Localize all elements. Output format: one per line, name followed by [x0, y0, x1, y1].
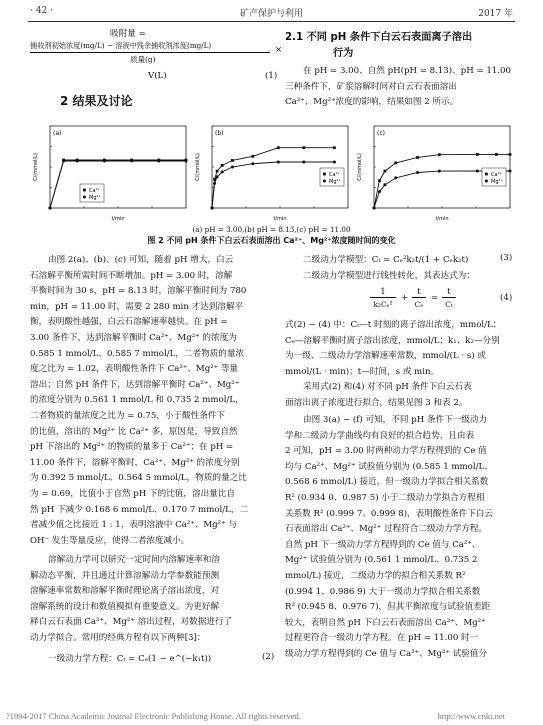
formula-1-lhs: 吸附量 =	[110, 29, 146, 39]
text-line: 者减少值之比接近 1 : 1，表明溶液中 Ca²⁺、Mg²⁺ 与	[30, 520, 237, 531]
figure-2-caption: 图 2 不同 pH 条件下白云石表面溶出 Ca²⁺、Mg²⁺浓度随时间的变化	[147, 236, 396, 245]
data-point	[476, 169, 479, 172]
data-point	[221, 170, 224, 173]
text-line: 溶解动力学可以研究一定时间内溶解速率和溶	[48, 555, 220, 565]
text-line: Ca²⁺、Mg²⁺浓度的影响，结果如图 2 所示。	[285, 97, 459, 108]
data-point	[394, 176, 397, 179]
data-point	[216, 175, 219, 178]
data-point	[438, 170, 441, 173]
text-line: 学和二级动力学曲线均有良好的拟合趋势，且由表	[285, 430, 475, 441]
page-footer	[0, 709, 543, 721]
data-point	[277, 146, 280, 149]
data-point	[103, 160, 106, 163]
data-point	[476, 153, 479, 156]
data-point	[130, 160, 133, 163]
data-point	[394, 162, 397, 165]
data-point	[302, 146, 305, 149]
text-line: 由图 3(a) − (f) 可知，不同 pH 条件下一级动力	[303, 415, 488, 425]
data-point	[333, 160, 336, 163]
legend-label: Mg²⁺	[329, 179, 342, 185]
text-line: 自然 pH 下一级动力学方程得到的 Ce 值与 Ca²⁺、	[285, 539, 481, 550]
data-point	[277, 160, 280, 163]
text-line: 衡，表明酸性越强，白云石溶解速率越快。在 pH =	[30, 317, 228, 328]
legend-label: Mg²⁺	[89, 195, 102, 201]
text-line: 为一级、二级动力学溶解速率常数，mmol/(L · s) 或	[285, 351, 486, 362]
legend-marker	[323, 180, 326, 183]
text-line: 的比值，溶出的 Mg²⁺ 比 Ca²⁺ 多，原因是，导致自然	[30, 426, 238, 437]
data-point	[49, 207, 52, 210]
header-rule	[28, 21, 515, 22]
equation-2: 一级动力学方程：Cₜ = Cₑ(1 − e^(−k₁t))	[48, 654, 212, 664]
data-point	[231, 159, 234, 162]
data-point	[383, 170, 386, 173]
text-line: 然 pH 下减少 0.168 6 mmol/L、0.170 7 mmol/L，二	[30, 504, 249, 515]
text-line: 由图 2(a)、(b)、(c) 可知，随着 pH 增大，白云	[48, 255, 234, 265]
legend-marker	[485, 180, 488, 183]
data-point	[416, 156, 419, 159]
series-line	[212, 162, 334, 208]
eq4-frac2-num: t	[412, 287, 426, 298]
plot-frame	[374, 126, 510, 208]
text-line: 溶出；自然 pH 条件下，达到溶解平衡时 Ca²⁺、Mg²⁺	[30, 379, 240, 390]
data-point	[302, 160, 305, 163]
equation-3-number: (3)	[500, 253, 513, 263]
data-point	[213, 182, 216, 185]
text-line: 溶解系统的设计和数值模拟有重要意义。为更好解	[30, 601, 220, 612]
y-axis-label: C/(mmol/L)	[33, 153, 39, 181]
text-line: 二者物质的量浓度之比为 = 0.75，小于酸性条件下	[30, 410, 226, 421]
text-line: 式(2) − (4) 中：Cₜ—t 时刻的离子溶出浓度，mmol/L；	[285, 320, 502, 330]
right-paragraph-2	[285, 413, 517, 663]
data-point	[157, 160, 160, 163]
text-line: 均与 Ca²⁺、Mg²⁺ 试验值分别为 (0.585 1 mmol/L、	[285, 461, 493, 472]
data-point	[509, 169, 512, 172]
data-point	[76, 160, 79, 163]
data-point	[509, 153, 512, 156]
eq4-plus: +	[401, 293, 409, 303]
series-line	[212, 148, 334, 208]
data-point	[333, 146, 336, 149]
plot-frame	[50, 126, 186, 208]
legend-marker	[83, 196, 86, 199]
data-point	[378, 179, 381, 182]
formula-1-times: ×	[275, 45, 283, 55]
legend-label: Ca²⁺	[329, 172, 341, 178]
text-line: 2 可知，pH = 3.00 时两种动力学方程得到的 Ce 值	[285, 446, 487, 457]
figure-2-chart	[30, 120, 516, 222]
text-line: R² (0.934 0、0.987 5) 小于二级动力学拟合方程相	[285, 492, 485, 503]
legend-marker	[323, 173, 326, 176]
text-line: 过程更符合一级动力学方程。在 pH = 11.00 时一	[285, 633, 479, 644]
data-point	[251, 155, 254, 158]
text-line: 度之比为 = 1.02，表明酸性条件下 Ca²⁺、Mg²⁺ 等量	[30, 364, 239, 375]
data-point	[62, 160, 65, 163]
eq4-frac2-den: Cₑ	[414, 300, 424, 309]
legend-marker	[485, 173, 488, 176]
text-line: 三种条件下，矿浆溶解时间对白云石表面溶出	[285, 81, 457, 92]
data-point	[438, 153, 441, 156]
text-line: min，pH = 11.00 时，需要 2 280 min 才达到溶解平	[30, 301, 244, 312]
eq4-frac1-num: 1	[370, 287, 396, 298]
text-line: 溶解速率常数和溶解平衡时理论离子溶出浓度，对	[30, 586, 220, 597]
formula-1-number: (1)	[265, 71, 278, 81]
copyright-text: ?1994-2017 China Academic Journal Electronic Publishing House. All rights reserved.	[6, 711, 301, 721]
series-line	[50, 161, 186, 208]
text-line: 关系数 R² (0.999 7、0.999 8)，表明酸性条件下白云	[285, 508, 494, 519]
eq4-equals: =	[431, 293, 439, 303]
legend-label: Mg²⁺	[491, 179, 504, 185]
data-point	[373, 207, 376, 210]
data-point	[211, 207, 214, 210]
y-axis-label: C/(mmol/L)	[195, 153, 201, 181]
text-line: 为 = 0.69，比值小于自然 pH 下的比值，溶出量比自	[30, 488, 235, 499]
eq4-frac3-den: Cₜ	[445, 300, 453, 309]
right-paragraph-1	[285, 318, 517, 412]
panel-label: (b)	[215, 130, 224, 137]
text-line: 在 pH = 3.00、自然 pH(pH = 8.13)、pH = 11.00	[303, 66, 511, 76]
text-line: 0.568 6 mmol/L) 接近，但一级动力学拟合相关系数	[285, 477, 489, 488]
data-point	[378, 190, 381, 193]
legend-label: Ca²⁺	[89, 188, 101, 194]
text-line: Mg²⁺ 试验值分别为 (0.561 1 mmol/L、0.735 2	[285, 555, 478, 566]
cnki-link[interactable]: http://www.cnki.net	[437, 711, 505, 721]
text-line: 的浓度分别为 0.561 1 mmol/L 和 0.735 2 mmol/L，	[30, 395, 244, 406]
text-line: Cₑ—溶解平衡时离子溶出浓度，mmol/L；k₁、k₂—分别	[285, 335, 500, 346]
data-point	[221, 164, 224, 167]
section-2-1-title	[285, 30, 472, 62]
formula-1-denominator: 质量(g)	[130, 55, 156, 64]
x-axis-label: t/min	[435, 216, 449, 222]
text-line: 石溶解平衡所需时间不断增加。pH = 3.00 时，溶解	[30, 270, 233, 281]
equation-4-number: (4)	[500, 293, 513, 303]
page-number: · 42 ·	[30, 6, 53, 16]
data-point	[251, 162, 254, 165]
data-point	[185, 160, 188, 163]
text-line: 平衡时间为 30 s，pH = 8.13 时，溶解平衡时间为 780	[30, 286, 247, 297]
data-point	[231, 166, 234, 169]
left-paragraph-2	[30, 553, 272, 647]
text-line: 采用式(2) 和(4) 对不同 pH 条件下白云石表	[303, 382, 472, 393]
y-axis-label: C/(mmol/L)	[357, 153, 363, 181]
eq4-frac1-den: k₂Cₑ²	[373, 300, 393, 309]
series-line	[50, 160, 186, 208]
text-line: 为 0.392 5 mmol/L、0.564 5 mmol/L，物质的量之比	[30, 473, 247, 484]
section-2-1-title-line2: 行为	[333, 48, 354, 59]
legend-label: Ca²⁺	[491, 172, 503, 178]
equation-3: 二级动力学模型：Cₜ = Cₑ²k₂t/(1 + Cₑk₂t)	[303, 255, 469, 265]
formula-1-volume: V(L)	[148, 71, 167, 81]
data-point	[416, 171, 419, 174]
section-2-title: 2 结果及讨论	[60, 94, 133, 108]
text-line: (0.994 1、0.986 9) 大于一级动力学拟合相关系数	[285, 586, 481, 597]
equation-2-number: (2)	[262, 652, 275, 662]
text-line: 解动态平衡，并且通过计算溶解动力学参数能预测	[30, 570, 220, 581]
equation-4	[370, 287, 490, 317]
text-line: R² (0.945 8、0.976 7)，但其平衡浓度与试验值差距	[285, 602, 491, 613]
panel-label: (c)	[377, 130, 385, 137]
journal-name: 矿产保护与利用	[239, 9, 303, 19]
data-point	[216, 170, 219, 173]
figure-2	[30, 120, 516, 222]
right-top-paragraph	[285, 64, 517, 111]
text-line: pH 下溶出的 Mg²⁺ 的物质的量多于 Ca²⁺；在 pH =	[30, 442, 234, 453]
text-line: 动力学拟合。常用的经典方程有以下两种[3]：	[30, 632, 206, 643]
panel-label: (a)	[53, 130, 62, 137]
text-line: 0.585 1 mmol/L、0.585 7 mmol/L，二者物质的量浓	[30, 348, 245, 359]
text-line: 级动力学方程得到的 Ce 值与 Ca²⁺、Mg²⁺ 试验值分	[285, 648, 488, 659]
section-2-1-title-line1: 2.1 不同 pH 条件下白云石表面离子溶出	[285, 32, 473, 43]
x-axis-label: t/min	[111, 216, 125, 222]
text-line: 释白云石表面 Ca²⁺、Mg²⁺ 溶出过程，对数据进行了	[30, 617, 233, 628]
legend-marker	[83, 189, 86, 192]
data-point	[383, 183, 386, 186]
page-header	[0, 4, 543, 20]
text-line: mmol/(L · min)；t—时间，s 或 min。	[285, 366, 440, 377]
text-line: 面溶出离子浓度进行拟合，结果见图 3 和表 2。	[285, 397, 468, 408]
text-line: 3.00 条件下，达到溶解平衡时 Ca²⁺、Mg²⁺ 的浓度为	[30, 332, 237, 343]
text-line: mmol/L) 接近，二级动力学的拟合相关系数 R²	[285, 570, 466, 581]
left-paragraph-1	[30, 253, 272, 549]
text-line: 11.00 条件下，溶解平衡时，Ca²⁺、Mg²⁺ 的浓度分别	[30, 457, 240, 468]
journal-year: 2017 年	[478, 9, 513, 19]
text-line: 石表面溶出 Ca²⁺、Mg²⁺ 过程符合二级动力学方程。	[285, 524, 488, 535]
text-line: OH⁻ 发生等量反应，使得二者浓度减小。	[30, 535, 190, 546]
x-axis-label: t/min	[273, 216, 287, 222]
linearization-intro: 二级动力学模型进行线性转化，其表达式为：	[303, 271, 475, 281]
eq4-frac3-num: t	[442, 287, 456, 298]
text-line: 较大，表明自然 pH 下白云石表面溶出 Ca²⁺、Mg²⁺	[285, 617, 486, 628]
figure-2-subcaption: (a) pH = 3.00,(b) pH = 8.13,(c) pH = 11.00	[192, 225, 351, 234]
data-point	[495, 153, 498, 156]
formula-1-numerator: 捕收剂初始浓度(mg/L) − 溶液中残余捕收剂浓度(mg/L)	[30, 41, 270, 53]
